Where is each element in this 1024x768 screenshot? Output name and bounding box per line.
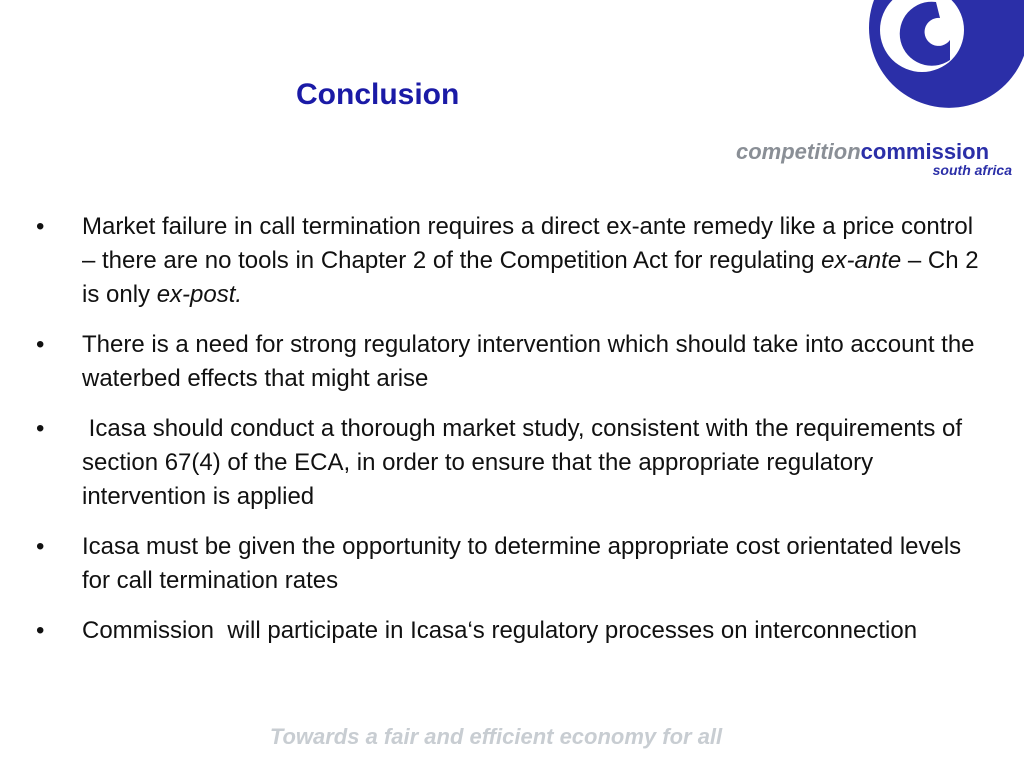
slide-title: Conclusion	[296, 78, 460, 111]
commission-logo-mark-icon	[844, 0, 1024, 130]
bullet-emphasis: ex-post.	[156, 281, 243, 308]
bullet-text-part: – Ch 2 is only	[82, 247, 979, 308]
logo-word-competition: competition	[736, 139, 861, 164]
bullet-marker: •	[36, 533, 45, 560]
bullet-item	[36, 530, 986, 598]
bullet-item	[36, 412, 986, 514]
bullet-item	[36, 328, 986, 396]
bullet-text-part: Market failure in call termination requires a direct ex-ante remedy like a price control – there are no tools in Chapter 2 of the Competition Act for regulating	[82, 213, 974, 274]
bullet-text: There is a need for strong regulatory intervention which should take into account the waterbed effects that might arise	[82, 331, 975, 392]
bullet-item	[36, 210, 986, 312]
bullet-text: Commission will participate in Icasa‘s regulatory processes on interconnection	[82, 617, 918, 644]
logo-subtitle: south africa	[932, 162, 1012, 178]
bullet-text: Icasa should conduct a thorough market study, consistent with the requirements of section 67(4) of the ECA, in order to ensure that the appropriate regulatory intervention is applied	[82, 415, 969, 510]
competition-commission-logo	[730, 0, 1024, 190]
bullet-marker: •	[36, 331, 45, 358]
bullet-text: Icasa must be given the opportunity to determine appropriate cost orientated levels for call termination rates	[82, 533, 962, 594]
logo-wordmark	[736, 140, 989, 164]
bullet-emphasis: ex-ante	[821, 247, 902, 274]
bullet-marker: •	[36, 415, 45, 442]
bullet-marker: •	[36, 617, 45, 644]
bullet-marker: •	[36, 213, 45, 240]
logo-word-commission: commission	[860, 139, 990, 164]
bullet-item	[36, 614, 986, 648]
bullet-list	[36, 210, 986, 664]
slide-footer-tagline: Towards a fair and efficient economy for all	[269, 724, 723, 749]
